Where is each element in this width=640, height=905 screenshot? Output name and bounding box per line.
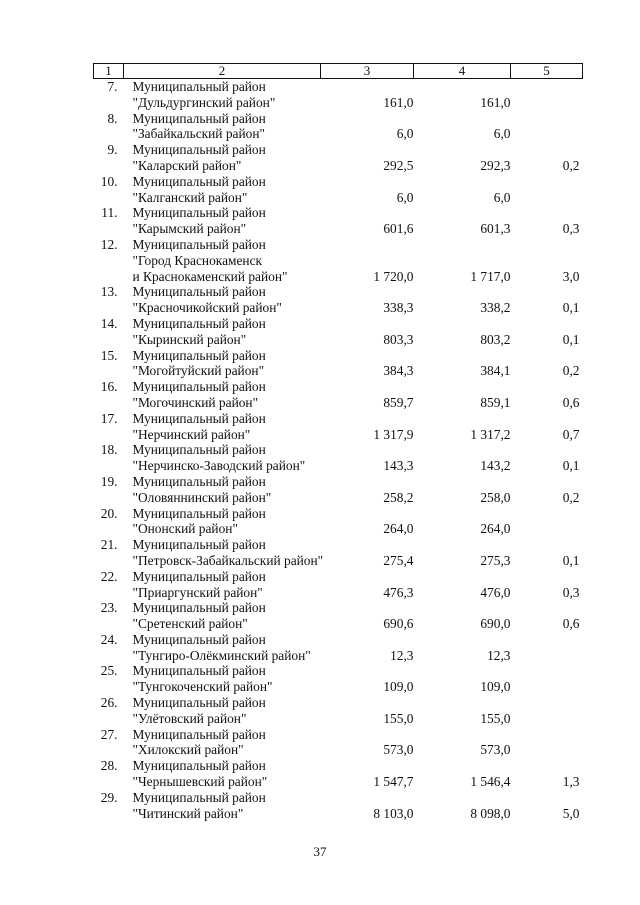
value-col-4: 109,0 <box>480 679 511 695</box>
value-col-5: 0,6 <box>562 394 580 410</box>
value-col-3: 6,0 <box>396 126 414 142</box>
value-col-4: 292,3 <box>480 157 511 173</box>
district-name-line: Муниципальный район <box>132 379 266 395</box>
value-col-3: 1 317,9 <box>373 426 414 442</box>
value-col-4: 338,2 <box>480 300 511 316</box>
row-number: 9. <box>107 142 118 158</box>
table-row <box>94 474 583 506</box>
header-cell-5: 5 <box>511 64 583 79</box>
value-col-5: 1,3 <box>562 774 580 790</box>
value-col-3: 601,6 <box>383 221 414 237</box>
value-col-3: 803,3 <box>383 331 414 347</box>
district-name <box>124 600 321 632</box>
district-name-line: Муниципальный район <box>132 758 266 774</box>
value-col-4: 476,0 <box>480 584 511 600</box>
value-col-3: 258,2 <box>383 489 414 505</box>
table-row <box>94 411 583 443</box>
district-name-line: "Петровск-Забайкальский район" <box>132 552 324 568</box>
value-col-5: 0,3 <box>562 221 580 237</box>
value-col-3: 384,3 <box>383 363 414 379</box>
table-header <box>94 64 583 79</box>
district-name <box>124 695 321 727</box>
district-name-line: "Ононский район" <box>132 521 238 537</box>
value-col-5 <box>511 111 583 143</box>
value-col-5 <box>511 632 583 664</box>
value-col-3: 338,3 <box>383 300 414 316</box>
district-name-line: "Читинский район" <box>132 805 244 821</box>
value-col-3: 161,0 <box>383 94 414 110</box>
row-number: 18. <box>100 442 118 458</box>
district-name-line: Муниципальный район <box>132 789 266 805</box>
district-name-line: "Нерчинский район" <box>132 426 251 442</box>
value-col-3: 275,4 <box>383 552 414 568</box>
district-name-line: "Калганский район" <box>132 189 248 205</box>
table-row <box>94 442 583 474</box>
district-name-line: "Хилокский район" <box>132 742 244 758</box>
district-name-line: Муниципальный район <box>132 205 266 221</box>
district-name <box>124 348 321 380</box>
row-number: 16. <box>100 379 118 395</box>
value-col-3: 292,5 <box>383 157 414 173</box>
table-row <box>94 379 583 411</box>
row-number: 7. <box>107 79 118 94</box>
district-name <box>124 142 321 174</box>
district-name <box>124 727 321 759</box>
value-col-5 <box>511 727 583 759</box>
district-name-line: Муниципальный район <box>132 236 266 252</box>
value-col-4: 384,1 <box>480 363 511 379</box>
district-name-line: "Сретенский район" <box>132 616 248 632</box>
table-row <box>94 79 583 111</box>
district-name-line: "Красночикойский район" <box>132 300 282 316</box>
district-name-line: Муниципальный район <box>132 537 266 553</box>
value-col-3: 155,0 <box>383 710 414 726</box>
value-col-5 <box>511 174 583 206</box>
row-number: 27. <box>100 726 118 742</box>
district-name <box>124 379 321 411</box>
district-name-line: Муниципальный район <box>132 79 266 94</box>
table-row <box>94 174 583 206</box>
value-col-5: 0,1 <box>562 552 580 568</box>
value-col-5 <box>511 695 583 727</box>
value-col-5: 0,2 <box>562 489 580 505</box>
header-cell-1: 1 <box>94 64 124 79</box>
header-row <box>94 64 583 79</box>
value-col-4: 1 546,4 <box>470 774 511 790</box>
district-name <box>124 79 321 111</box>
district-name-line: "Нерчинско-Заводский район" <box>132 458 306 474</box>
value-col-5: 0,1 <box>562 331 580 347</box>
value-col-4: 143,2 <box>480 458 511 474</box>
table-row <box>94 600 583 632</box>
district-name <box>124 758 321 790</box>
value-col-3: 8 103,0 <box>373 805 414 821</box>
value-col-4: 264,0 <box>480 521 511 537</box>
district-name <box>124 111 321 143</box>
district-name <box>124 411 321 443</box>
table-row <box>94 111 583 143</box>
district-name-line: Муниципальный район <box>132 142 266 158</box>
row-number: 23. <box>100 600 118 616</box>
district-name-line: "Каларский район" <box>132 157 242 173</box>
value-col-4: 690,0 <box>480 616 511 632</box>
district-name <box>124 316 321 348</box>
header-cell-4: 4 <box>414 64 511 79</box>
value-col-4: 1 717,0 <box>470 268 511 284</box>
district-name-line: Муниципальный район <box>132 600 266 616</box>
value-col-5: 0,2 <box>562 157 580 173</box>
value-col-4: 12,3 <box>487 647 511 663</box>
district-name-line: Муниципальный район <box>132 173 266 189</box>
value-col-4: 601,3 <box>480 221 511 237</box>
table-row <box>94 758 583 790</box>
value-col-3: 12,3 <box>390 647 414 663</box>
district-name-line: Муниципальный район <box>132 315 266 331</box>
row-number: 14. <box>100 315 118 331</box>
value-col-4: 1 317,2 <box>470 426 511 442</box>
row-number: 22. <box>100 568 118 584</box>
district-name-line: "Улётовский район" <box>132 710 247 726</box>
table-row <box>94 506 583 538</box>
value-col-4: 6,0 <box>493 189 511 205</box>
row-number: 13. <box>100 284 118 300</box>
value-col-5: 5,0 <box>562 805 580 821</box>
value-col-4: 258,0 <box>480 489 511 505</box>
value-col-4: 859,1 <box>480 394 511 410</box>
value-col-5: 0,1 <box>562 300 580 316</box>
table-row <box>94 537 583 569</box>
district-name-line: "Могойтуйский район" <box>132 363 265 379</box>
district-name <box>124 474 321 506</box>
district-name-line: Муниципальный район <box>132 473 266 489</box>
district-name <box>124 632 321 664</box>
table-body <box>94 79 583 822</box>
district-name <box>124 506 321 538</box>
value-col-3: 573,0 <box>383 742 414 758</box>
table-row <box>94 284 583 316</box>
value-col-3: 6,0 <box>396 189 414 205</box>
table-row <box>94 205 583 237</box>
value-col-4: 161,0 <box>480 94 511 110</box>
value-col-5: 0,7 <box>562 426 580 442</box>
district-name <box>124 442 321 474</box>
district-name <box>124 790 321 822</box>
value-col-4: 803,2 <box>480 331 511 347</box>
value-col-5 <box>511 79 583 111</box>
district-name-line: "Карымский район" <box>132 221 247 237</box>
row-number: 8. <box>107 110 118 126</box>
header-cell-2: 2 <box>124 64 321 79</box>
district-name <box>124 284 321 316</box>
value-col-4: 275,3 <box>480 552 511 568</box>
value-col-5: 0,6 <box>562 616 580 632</box>
district-name-line: "Тунгиро-Олёкминский район" <box>132 647 311 663</box>
district-name-line: Муниципальный район <box>132 505 266 521</box>
district-name-line: "Тунгокоченский район" <box>132 679 273 695</box>
value-col-5 <box>511 663 583 695</box>
value-col-3: 1 720,0 <box>373 268 414 284</box>
table-row <box>94 142 583 174</box>
value-col-5: 3,0 <box>562 268 580 284</box>
row-number: 21. <box>100 537 118 553</box>
row-number: 24. <box>100 631 118 647</box>
district-name-line: Муниципальный район <box>132 695 266 711</box>
value-col-5: 0,1 <box>562 458 580 474</box>
budget-table <box>93 63 583 821</box>
district-name-line: "Чернышевский район" <box>132 774 268 790</box>
district-name-line: "Приаргунский район" <box>132 584 263 600</box>
district-name-line: "Город Краснокаменск <box>132 252 263 268</box>
row-number: 17. <box>100 410 118 426</box>
row-number: 28. <box>100 758 118 774</box>
district-name-line: Муниципальный район <box>132 663 266 679</box>
row-number: 19. <box>100 473 118 489</box>
district-name-line: Муниципальный район <box>132 410 266 426</box>
row-number: 26. <box>100 695 118 711</box>
district-name <box>124 569 321 601</box>
value-col-3: 143,3 <box>383 458 414 474</box>
row-number: 15. <box>100 347 118 363</box>
value-col-4: 573,0 <box>480 742 511 758</box>
table-row <box>94 348 583 380</box>
district-name-line: "Дульдургинский район" <box>132 94 276 110</box>
table-row <box>94 569 583 601</box>
page-number: 37 <box>313 844 327 859</box>
district-name-line: Муниципальный район <box>132 442 266 458</box>
table-row <box>94 237 583 284</box>
value-col-3: 264,0 <box>383 521 414 537</box>
table-row <box>94 632 583 664</box>
district-name-line: Муниципальный район <box>132 568 266 584</box>
district-name-line: "Забайкальский район" <box>132 126 265 142</box>
header-cell-3: 3 <box>321 64 414 79</box>
district-name-line: Муниципальный район <box>132 631 266 647</box>
district-name <box>124 537 324 569</box>
value-col-3: 859,7 <box>383 394 414 410</box>
row-number: 12. <box>100 236 118 252</box>
value-col-5: 0,3 <box>562 584 580 600</box>
district-name <box>124 174 321 206</box>
table-row <box>94 695 583 727</box>
value-col-4: 6,0 <box>493 126 511 142</box>
row-number: 11. <box>101 205 118 221</box>
row-number: 10. <box>100 173 118 189</box>
district-name-line: Муниципальный район <box>132 284 266 300</box>
value-col-5: 0,2 <box>562 363 580 379</box>
district-name-line: "Оловяннинский район" <box>132 489 272 505</box>
row-number: 29. <box>100 789 118 805</box>
value-col-3: 1 547,7 <box>373 774 414 790</box>
district-name-line: и Краснокаменский район" <box>132 268 288 284</box>
value-col-3: 476,3 <box>383 584 414 600</box>
district-name <box>124 663 321 695</box>
district-name-line: Муниципальный район <box>132 347 266 363</box>
district-name <box>124 237 321 284</box>
value-col-5 <box>511 506 583 538</box>
table-row <box>94 316 583 348</box>
table-row <box>94 790 583 822</box>
district-name-line: Муниципальный район <box>132 110 266 126</box>
district-name-line: "Могочинский район" <box>132 394 259 410</box>
value-col-4: 8 098,0 <box>470 805 511 821</box>
row-number: 20. <box>100 505 118 521</box>
table-row <box>94 663 583 695</box>
district-name <box>124 205 321 237</box>
value-col-3: 690,6 <box>383 616 414 632</box>
row-number: 25. <box>100 663 118 679</box>
value-col-3: 109,0 <box>383 679 414 695</box>
table-row <box>94 727 583 759</box>
value-col-4: 155,0 <box>480 710 511 726</box>
district-name-line: Муниципальный район <box>132 726 266 742</box>
district-name-line: "Кыринский район" <box>132 331 247 347</box>
